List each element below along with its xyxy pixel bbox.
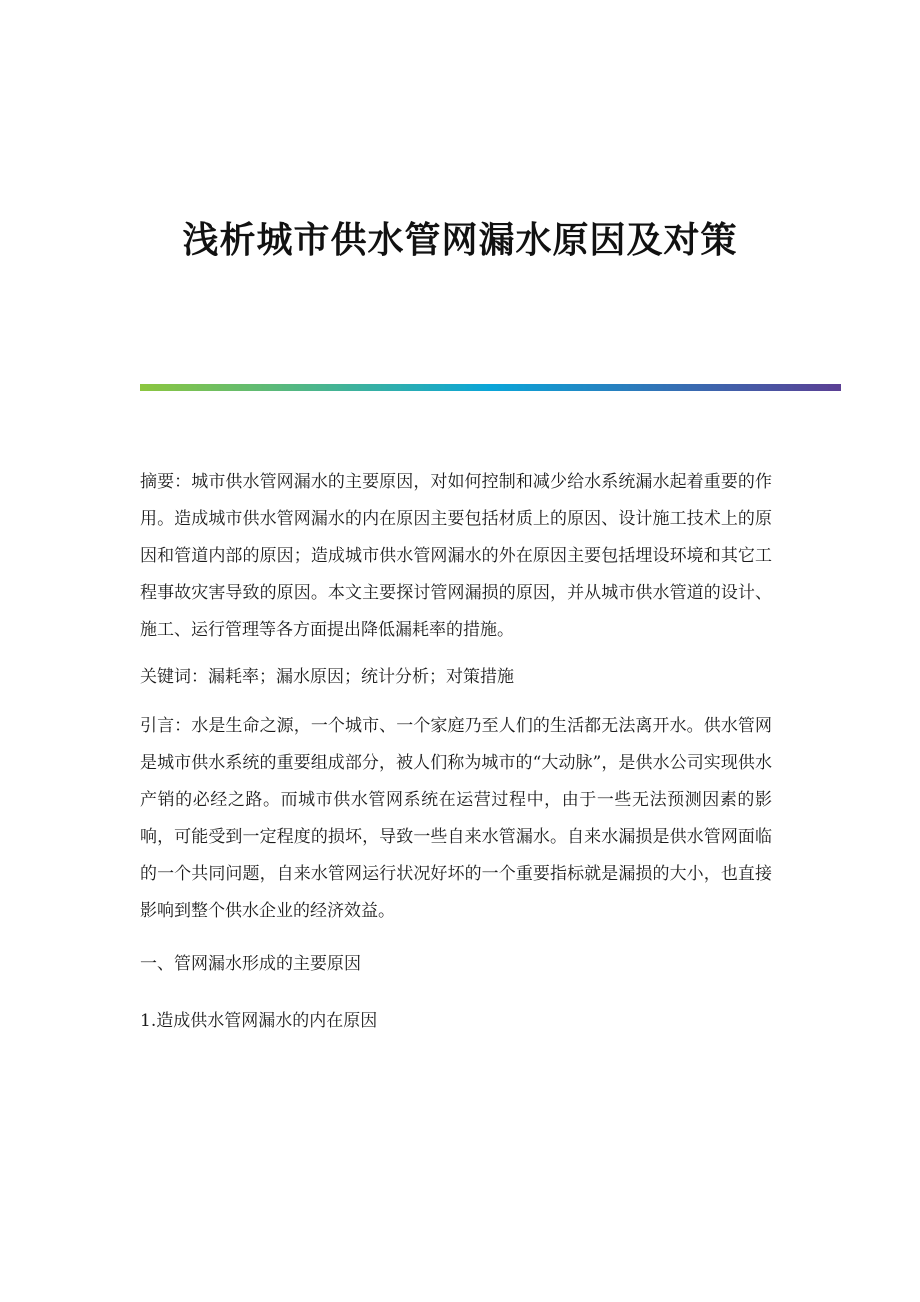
section-heading: 一、管网漏水形成的主要原因 [140,954,361,974]
introduction-paragraph: 引言：水是生命之源，一个城市、一个家庭乃至人们的生活都无法离开水。供水管网是城市供水系统的重要组成部分，被人们称为城市的“大动脉”，是供水公司实现供水产销的必经之路。而城市供水管网系统在运营过程中，由于一些无法预测因素的影响，可能受到一定程度的损坏，导致一些自来水管漏水。自来水漏损是供水管网面临的一个共同问题，自来水管网运行状况好坏的一个重要指标就是漏损的大小，也直接影响到整个供水企业的经济效益。 [140,716,772,921]
subsection-heading: 1.造成供水管网漏水的内在原因 [140,1011,378,1031]
keywords-paragraph: 关键词：漏耗率；漏水原因；统计分析；对策措施 [140,667,514,687]
document-title: 浅析城市供水管网漏水原因及对策 [182,220,738,261]
abstract-paragraph: 摘要：城市供水管网漏水的主要原因，对如何控制和减少给水系统漏水起着重要的作用。造成城市供水管网漏水的内在原因主要包括材质上的原因、设计施工技术上的原因和管道内部的原因；造成城市供水管网漏水的外在原因主要包括埋设环境和其它工程事故灾害导致的原因。本文主要探讨管网漏损的原因，并从城市供水管道的设计、施工、运行管理等各方面提出降低漏耗率的措施。 [140,472,772,640]
title-divider [140,384,841,391]
document-body [140,464,772,1040]
